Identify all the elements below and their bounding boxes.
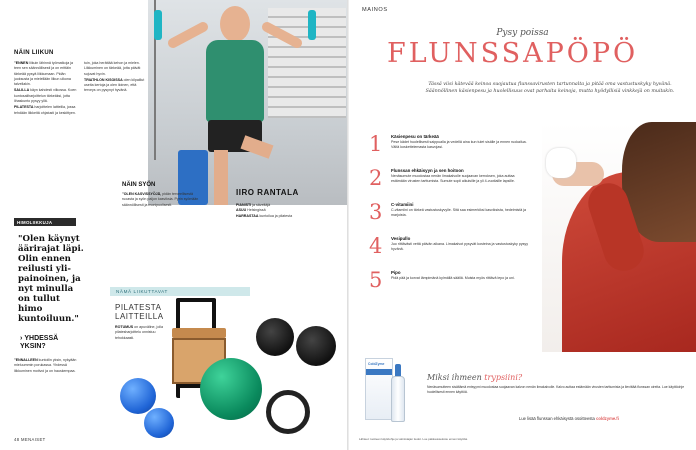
- yhdessa-label: YHDESSÄ YKSIN?: [20, 335, 59, 350]
- col-e-lead-in: ROTUMUS: [115, 325, 134, 329]
- col-a-paragraph: [14, 105, 80, 116]
- info-box-body: Nenäsumutteen sisältämä entsyymi muodostaa suojaavan kalvon nenän limakalvolle. Kalvo auttaa estämään virusten tarttumista ja lievittää flunssan oireita. Lue käyttöohje huolellisesti ennen käyttöä.: [427, 385, 685, 394]
- pilates-chair-seat: [172, 328, 226, 338]
- person-desc-lead-in: HARRASTAA: [236, 213, 259, 218]
- col-b-paragraph: [84, 61, 146, 77]
- col-a-paragraph: [14, 88, 80, 104]
- pilates-title-line-1: PILATESTA: [115, 303, 162, 312]
- tissue: [546, 148, 576, 178]
- gym-ball-green: [200, 358, 262, 420]
- info-box-title: [427, 373, 522, 382]
- person-description: [236, 203, 332, 219]
- step-title: Pipo: [391, 270, 401, 275]
- text-column-c: [14, 358, 82, 374]
- col-c-text: kuntoilin yksin, nykyään mieluummin porukassa. Yhdessä liikkuminen motivoi ja on hauskempaa.: [14, 358, 77, 373]
- step-body: Juo riittävästi vettä päivän aikana. Limakalvot pysyvät kosteina ja vastustuskyky pysyy hyvänä.: [391, 242, 529, 252]
- step-title: C-vitamiini: [391, 202, 414, 207]
- person-desc-paragraph: [236, 214, 332, 219]
- text-block-b: [84, 61, 146, 94]
- pull-quote: "Olen käynyt äärirajat läpi. Olin ennen reilusti yli-painoinen, ja nyt minulla on tullut himo kuntoiluun.": [18, 234, 84, 324]
- step-item: [369, 168, 529, 194]
- himoliikkuja-label: HIMOLIIKKUJA: [14, 218, 76, 226]
- balance-disc-2: [296, 326, 336, 366]
- info-box-title-accent: trypsiini?: [484, 373, 523, 382]
- product-stripe: [366, 369, 392, 375]
- step-body: Pese kädet huolellisesti saippualla ja vedellä aina kun tulet sisälle ja ennen ruokailua. Vältä koskettelemasta kasvojasi.: [391, 140, 527, 150]
- step-body: C-vitamiini on tärkeä vastustuskyvylle. Sitä saa esimerkiksi kasviksista, hedelmistä ja marjoista.: [391, 208, 527, 218]
- photo-arm-left: [166, 20, 210, 49]
- col-a-lead-in: "ENNEN: [14, 61, 29, 65]
- subheading-yhdessa: [20, 335, 82, 351]
- col-b-paragraph: [84, 78, 146, 94]
- gym-ball-blue-1: [120, 378, 156, 414]
- pilates-title: [115, 303, 164, 321]
- col-c-lead-in: "ENNALLEEN: [14, 358, 38, 362]
- col-a-paragraph: [14, 61, 80, 87]
- col-d-text: pidän terveellisestä ruoasta ja syön paljon kasviksia. Pyrin syömään säännöllisesti ja monipuolisesti.: [122, 192, 199, 207]
- step-number: 3: [369, 200, 383, 224]
- col-e-text: on apuväline, jolla pilatesharjoittelu onnistuu tehokkaasti.: [115, 325, 163, 340]
- text-column-a: [14, 52, 80, 117]
- exercise-photo: [148, 0, 347, 205]
- left-page: [0, 0, 347, 450]
- section-heading-liikun: NÄIN LIIKUN: [14, 50, 54, 56]
- footnote: Lähteet: tuotteen käyttöohje ja valmistajan tiedot. Lue pakkausseloste ennen käyttöä.: [359, 437, 468, 441]
- read-more-text: Lue lisää flunssan ehkäisystä osoitteesta: [519, 416, 597, 421]
- step-title: Flunssan ehkäisyyn ja sen hoitoon: [391, 168, 464, 173]
- headline: FLUNSSAPÖPÖ: [387, 38, 639, 69]
- pilates-ring: [266, 390, 310, 434]
- person-desc-lead-in: PIANISTI: [236, 203, 252, 207]
- step-body: Pidä pää ja korvat lämpimänä kylmällä säällä. Muista myös riittävä lepo ja uni.: [391, 276, 515, 281]
- text-column-e: [115, 325, 175, 341]
- col-d-paragraph: [122, 192, 200, 208]
- col-b-text: tuin, joka herättää kehon ja mielen. Liikkuminen on tärkeää, jotta päivät sujuvat hyvin.: [84, 61, 141, 76]
- page-folio: 48 MENAISET: [14, 437, 46, 442]
- photo-band-right: [308, 10, 316, 40]
- headline-kicker: Pysy poissa: [496, 28, 549, 38]
- step-item: [369, 270, 529, 296]
- product-box: [365, 358, 393, 420]
- step-title: Vesipullo: [391, 236, 411, 241]
- step-number: 5: [369, 268, 383, 292]
- step-title: Käsienpesu on tärkeää: [391, 134, 439, 139]
- photo-head: [220, 6, 250, 42]
- advertisement-label: MAINOS: [362, 7, 388, 13]
- col-e-paragraph: [115, 325, 175, 341]
- steps-list: [369, 134, 529, 304]
- person-desc-text: Helsingissä: [246, 208, 266, 213]
- photo-band-left: [154, 10, 162, 40]
- spray-bottle: [391, 376, 405, 422]
- product-image: [365, 356, 409, 432]
- chevron-right-icon: ›: [20, 335, 23, 342]
- person-name: IIRO RANTALA: [236, 188, 299, 197]
- person-desc-text: kuntoilua ja pilatesta: [258, 213, 293, 218]
- intro-text: Tässä viisi kätevää keinoa suojautua flunssavirusten tartunnalta ja pitää oma vastustuskyky hyvänä. Säännöllinen käsienpesu ja huolellisuus ovat parhaita keinoja, mutta hyödyllisiä vinkkejä on muitakin.: [425, 82, 675, 94]
- person-desc-text: ja säveltäjä: [251, 203, 271, 207]
- person-desc-lead-in: ASUU: [236, 208, 247, 213]
- col-a-text: liikuin lähinnä työmatkoja ja teen sen säännöllisesti ja on erittäin tärkeää pysyä liikkumaan. Pidän juoksusta ja mielellään liikun ulkona talvellakin.: [14, 61, 74, 87]
- gym-ball-blue-2: [144, 408, 174, 438]
- pilates-title-line-2: LAITTEILLA: [115, 312, 164, 321]
- col-a-text: harjoittelen laitteilla, jossa tehdään liikkeitä ohjatusti ja keskittyen.: [14, 105, 76, 115]
- equipment-photo: [170, 298, 348, 438]
- step-item: [369, 236, 529, 262]
- woman-photo: [542, 122, 696, 352]
- col-c-paragraph: [14, 358, 82, 374]
- balance-disc-1: [256, 318, 294, 356]
- photo-shelf: [268, 8, 346, 118]
- step-body: Nenäsumute muodostaa nenän limakalvolle suojaavan kerroksen, joka auttaa estämään virusten tarttumista. Sumute sopii aikuisille ja yli 4-vuotiaille lapsille.: [391, 174, 515, 184]
- step-number: 1: [369, 132, 383, 156]
- right-page: [349, 0, 696, 450]
- col-d-lead-in: "OLEN KASVISSYÖJÄ,: [122, 192, 162, 196]
- photo-leg-right: [241, 135, 274, 158]
- col-b-text: olen kilpaillut useita kertoja ja olen iloinen, että terveys on pysynyt hyvänä.: [84, 77, 145, 93]
- read-more-line: [519, 416, 619, 421]
- col-b-lead-in: TRIATHLON KISOISSA: [84, 77, 123, 82]
- info-box-title-part-1: Miksi ihmeen: [427, 373, 485, 382]
- text-column-d: [122, 192, 200, 208]
- section-heading-syon: NÄIN SYÖN: [122, 182, 156, 188]
- equipment-label: NÄMÄ LIIKUTTAVAT: [110, 287, 250, 296]
- step-number: 4: [369, 234, 383, 258]
- step-item: [369, 202, 529, 228]
- step-item: [369, 134, 529, 160]
- step-number: 2: [369, 166, 383, 190]
- col-a-lead-in: PILATESTA: [14, 105, 34, 110]
- col-a-lead-in: SALILLA: [14, 88, 30, 93]
- photo-shirt: [206, 40, 264, 122]
- person-info-box: [236, 188, 332, 219]
- photo-leg-left: [214, 150, 228, 205]
- read-more-link[interactable]: coldzyme.fi: [596, 416, 619, 421]
- text-column-b: [84, 52, 146, 95]
- product-label: ColdZyme: [368, 362, 385, 366]
- col-a-text: käyn kahdesti viikossa. Koen kuntosaliharjoittelun tärkeäksi, jotta lihaskunto pysyy yllä.: [14, 88, 77, 104]
- text-block-a: [14, 61, 80, 116]
